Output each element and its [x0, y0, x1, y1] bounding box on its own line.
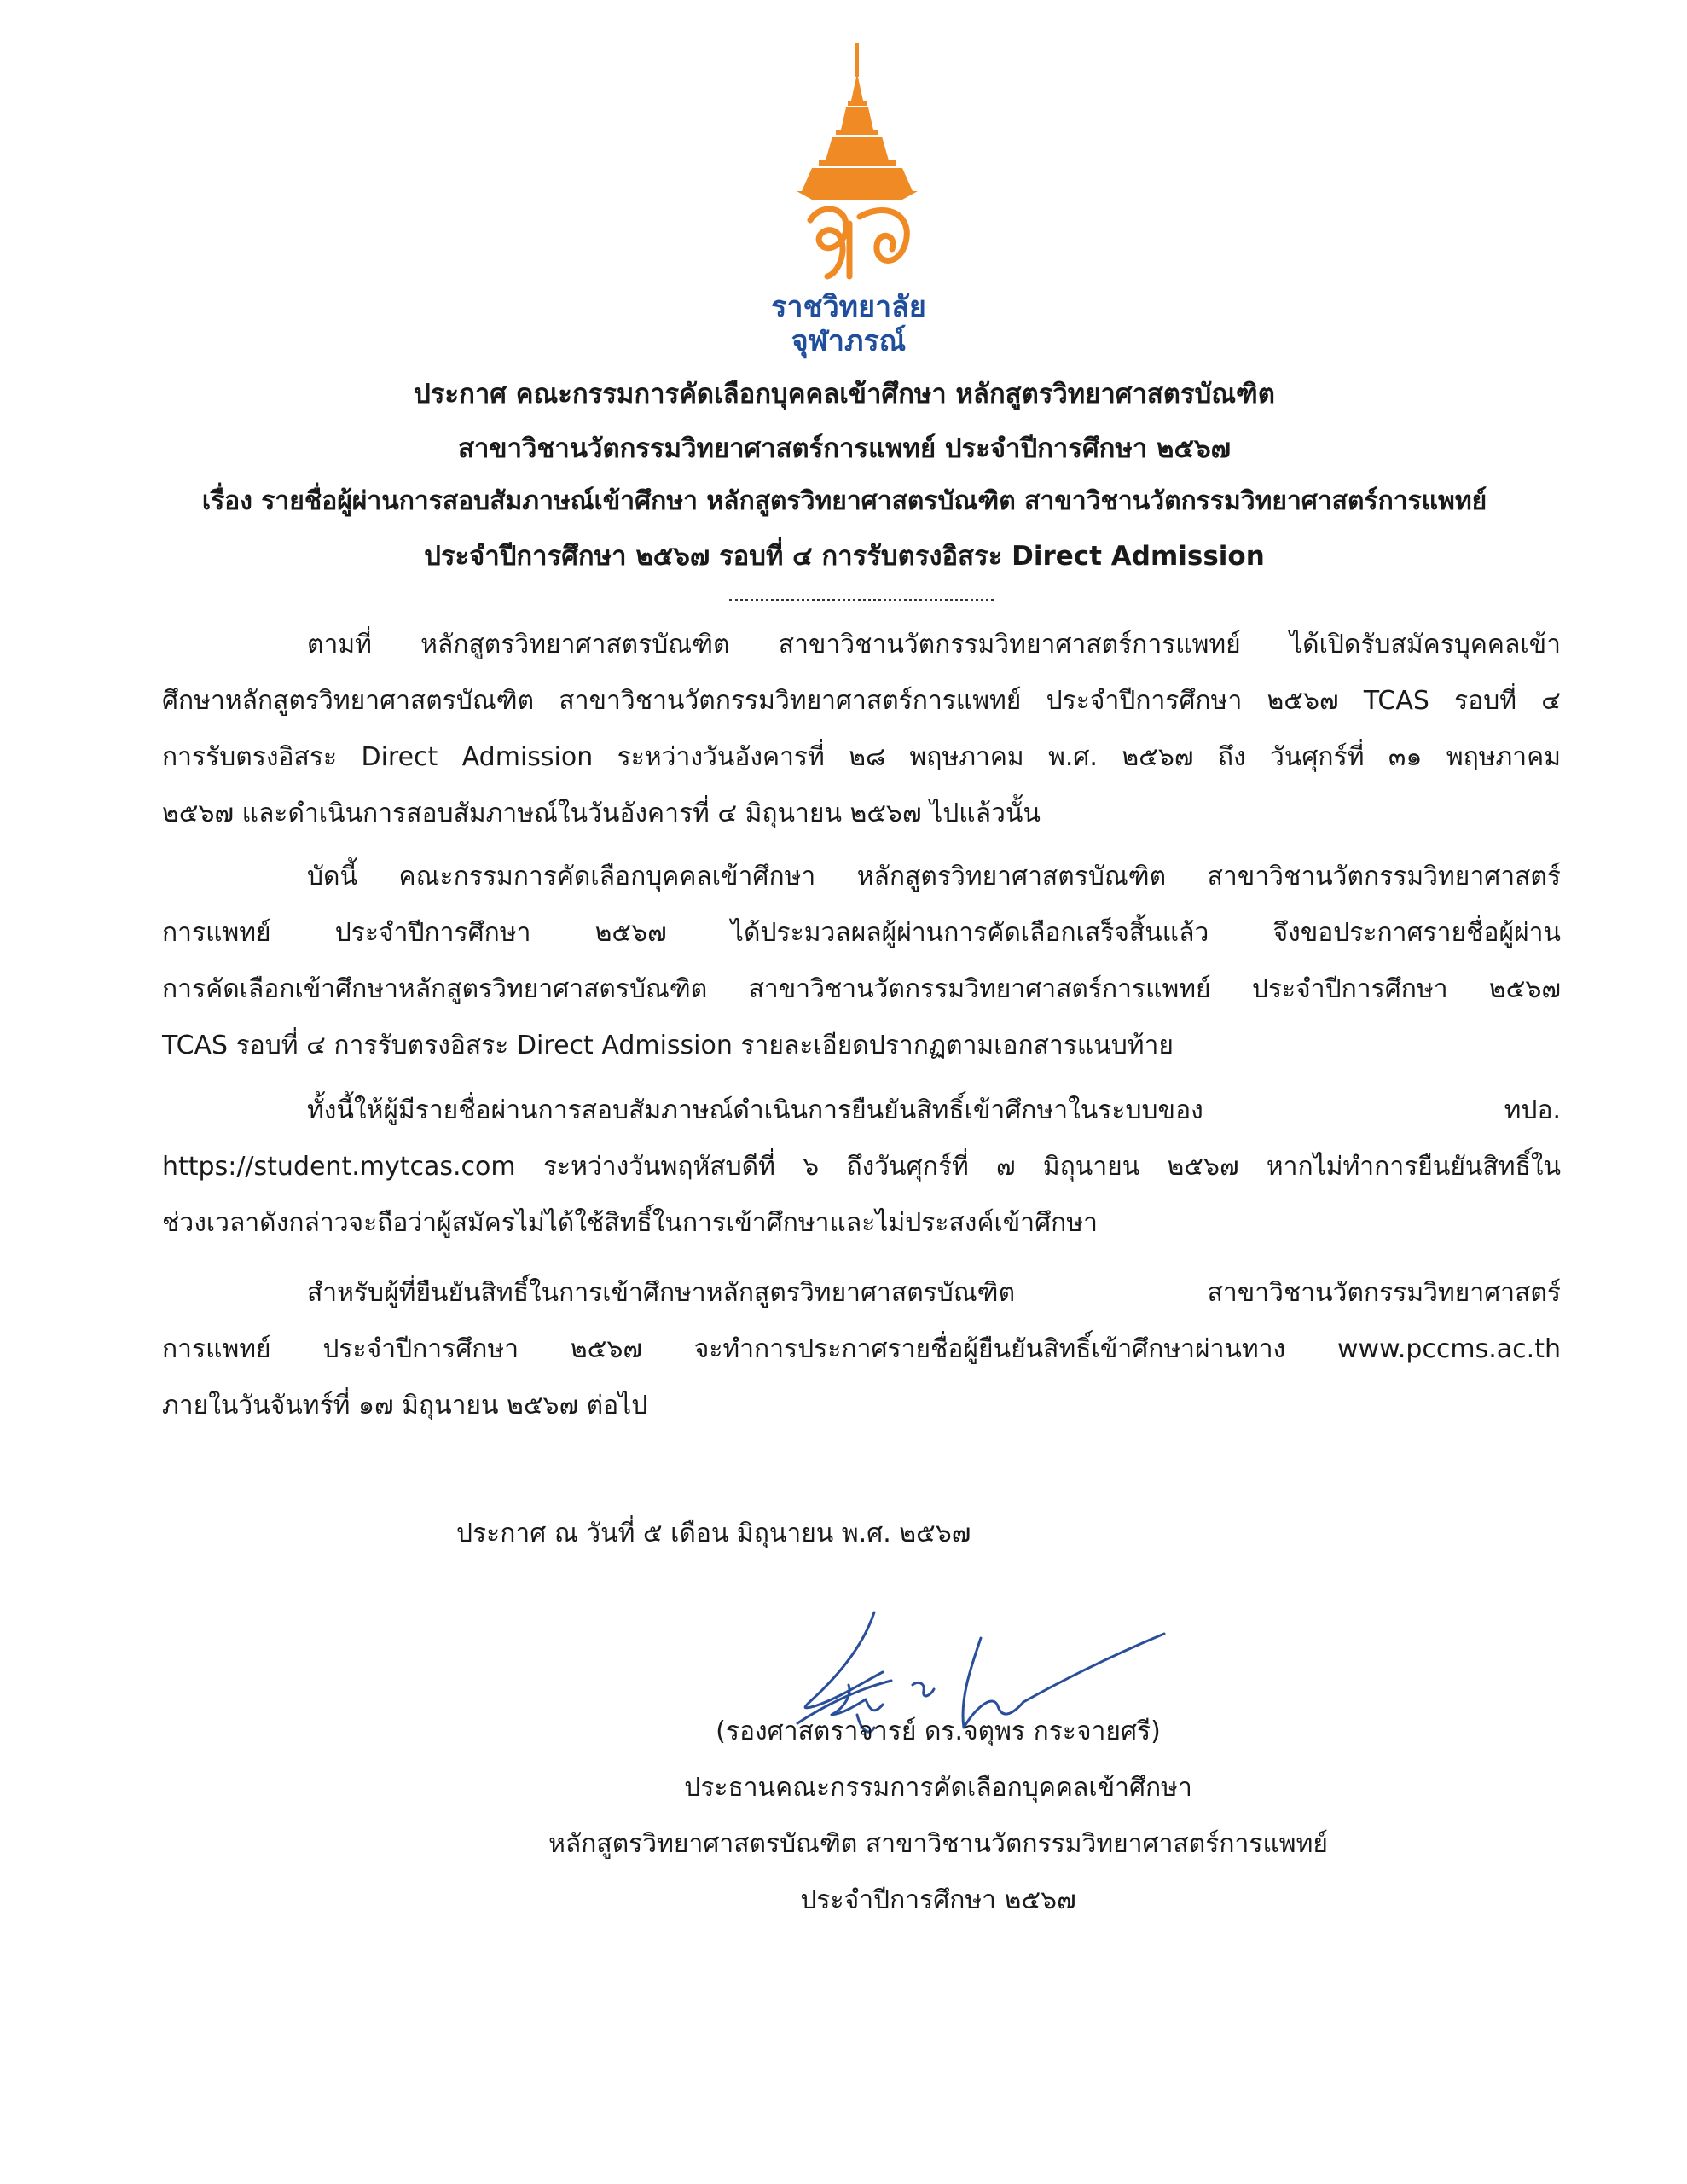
paragraph-line: ศึกษาหลักสูตรวิทยาศาสตรบัณฑิต สาขาวิชานวัตกรรมวิทยาศาสตร์การแพทย์ ประจำปีการศึกษา ๒๕๖๗ TCAS รอบที่ ๔ — [162, 686, 1561, 716]
paragraph-line: การรับตรงอิสระ Direct Admission ระหว่างวันอังคารที่ ๒๘ พฤษภาคม พ.ศ. ๒๕๖๗ ถึง วันศุกร์ที่ ๓๑ พฤษภาคม — [162, 742, 1561, 772]
dotted-divider — [729, 599, 994, 601]
heading-line4: ประจำปีการศึกษา ๒๕๖๗ รอบที่ ๔ การรับตรงอิสระ Direct Admission — [424, 541, 1265, 572]
paragraph-line: https://student.mytcas.com ระหว่างวันพฤหัสบดีที่ ๖ ถึงวันศุกร์ที่ ๗ มิถุนายน ๒๕๖๗ หากไม่ทำการยืนยันสิทธิ์ใน — [162, 1152, 1561, 1182]
heading-subject: เรื่อง รายชื่อผู้ผ่านการสอบสัมภาษณ์เข้าศึกษา หลักสูตรวิทยาศาสตรบัณฑิต สาขาวิชานวัตกรรมวิทยาศาสตร์การแพทย์ — [201, 486, 1487, 516]
paragraph-line: ช่วงเวลาดังกล่าวจะถือว่าผู้สมัครไม่ได้ใช้สิทธิ์ในการเข้าศึกษาและไม่ประสงค์เข้าศึกษา — [162, 1208, 1098, 1238]
logo-text-line1: ราชวิทยาลัย — [771, 290, 926, 324]
signatory-title: ประธานคณะกรรมการคัดเลือกบุคคลเข้าศึกษา — [684, 1773, 1192, 1803]
paragraph-line: บัดนี้ คณะกรรมการคัดเลือกบุคคลเข้าศึกษา หลักสูตรวิทยาศาสตรบัณฑิต สาขาวิชานวัตกรรมวิทยาศาสตร์ — [307, 862, 1561, 892]
heading-line2: สาขาวิชานวัตกรรมวิทยาศาสตร์การแพทย์ ประจำปีการศึกษา ๒๕๖๗ — [458, 433, 1231, 464]
paragraph-line: ตามที่ หลักสูตรวิทยาศาสตรบัณฑิต สาขาวิชานวัตกรรมวิทยาศาสตร์การแพทย์ ได้เปิดรับสมัครบุคคลเข้า — [307, 630, 1561, 659]
paragraph-line: การคัดเลือกเข้าศึกษาหลักสูตรวิทยาศาสตรบัณฑิต สาขาวิชานวัตกรรมวิทยาศาสตร์การแพทย์ ประจำปีการศึกษา ๒๕๖๗ — [162, 974, 1561, 1004]
paragraph-line: การแพทย์ ประจำปีการศึกษา ๒๕๖๗ จะทำการประกาศรายชื่อผู้ยืนยันสิทธิ์เข้าศึกษาผ่านทาง www.pccms.ac.th — [162, 1334, 1561, 1364]
signatory-title: หลักสูตรวิทยาศาสตรบัณฑิต สาขาวิชานวัตกรรมวิทยาศาสตร์การแพทย์ — [548, 1829, 1328, 1859]
heading-line1: ประกาศ คณะกรรมการคัดเลือกบุคคลเข้าศึกษา หลักสูตรวิทยาศาสตรบัณฑิต — [414, 379, 1275, 410]
signatory-title: ประจำปีการศึกษา ๒๕๖๗ — [800, 1885, 1076, 1915]
paragraph-line: สำหรับผู้ที่ยืนยันสิทธิ์ในการเข้าศึกษาหลักสูตรวิทยาศาสตรบัณฑิต สาขาวิชานวัตกรรมวิทยาศาสตร์ — [307, 1278, 1561, 1308]
announcement-date: ประกาศ ณ วันที่ ๕ เดือน มิถุนายน พ.ศ. ๒๕๖๗ — [456, 1519, 971, 1548]
signatory-name: (รองศาสตราจารย์ ดร.จตุพร กระจายศรี) — [716, 1716, 1161, 1746]
paragraph-line: TCAS รอบที่ ๔ การรับตรงอิสระ Direct Admission รายละเอียดปรากฏตามเอกสารแนบท้าย — [162, 1031, 1174, 1060]
paragraph-line: การแพทย์ ประจำปีการศึกษา ๒๕๖๗ ได้ประมวลผลผู้ผ่านการคัดเลือกเสร็จสิ้นแล้ว จึงขอประกาศรายชื่อผู้ผ่าน — [162, 918, 1561, 948]
paragraph-line: ทั้งนี้ให้ผู้มีรายชื่อผ่านการสอบสัมภาษณ์ดำเนินการยืนยันสิทธิ์เข้าศึกษาในระบบของ ทปอ. — [307, 1095, 1561, 1125]
pccms-crown-logo-icon — [793, 41, 921, 288]
logo-text-line2: จุฬาภรณ์ — [791, 324, 907, 358]
paragraph-line: ๒๕๖๗ และดำเนินการสอบสัมภาษณ์ในวันอังคารที่ ๔ มิถุนายน ๒๕๖๗ ไปแล้วนั้น — [162, 799, 1041, 828]
paragraph-line: ภายในวันจันทร์ที่ ๑๗ มิถุนายน ๒๕๖๗ ต่อไป — [162, 1391, 648, 1420]
